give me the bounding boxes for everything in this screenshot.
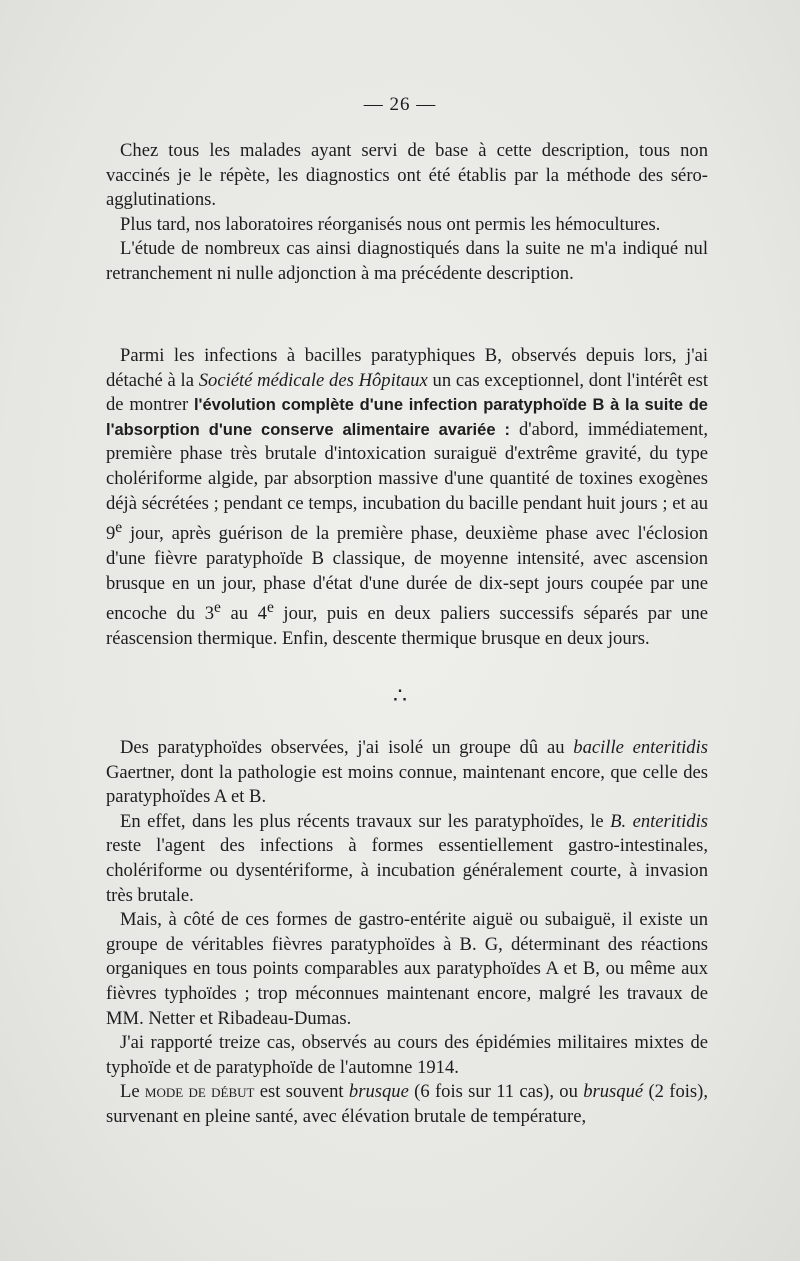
- paragraph: Mais, à côté de ces formes de gastro-entérite aiguë ou subaiguë, il existe un groupe de véritables fièvres paratyphoïdes à B. G, déterminant des réactions organiques en tous points comparables aux paratyphoïdes A et B, ou même aux fièvres typhoïdes ; trop méconnues maintenant encore, malgré les travaux de MM. Netter et Ribadeau-Dumas.: [106, 909, 708, 1029]
- paragraph: En effet, dans les plus récents travaux sur les paratyphoïdes, le B. enteritidis reste l'agent des infections à formes essentiellement gastro-intestinales, cholériforme ou dysentériforme, à incubation généralement courte, à invasion très brutale.: [106, 810, 708, 906]
- paragraph: Parmi les infections à bacilles paratyphiques B, observés depuis lors, j'ai détaché à la Société médicale des Hôpitaux un cas exceptionnel, dont l'intérêt est de montrer l'évolution complète d'une infection paratyphoïde B à la suite de l'absorption d'une conserve alimentaire avariée : d'abord, immédiatement, première phase très brutale d'intoxication suraiguë d'extrême gravité, du type cholériforme algide, par absorption massive d'une quantité de toxines exogènes déjà sécrétées ; pendant ce temps, incubation du bacille pendant huit jours ; et au 9e jour, après guérison de la première phase, deuxième phase avec l'éclosion d'une fièvre paratyphoïde B classique, de moyenne intensité, avec ascension brusque en un jour, phase d'état d'une durée de dix-sept jours coupée par une encoche du 3e au 4e jour, puis en deux paliers successifs séparés par une réascension thermique. Enfin, descente thermique brusque en deux jours.: [106, 345, 709, 649]
- italic-text: brusqué: [583, 1081, 644, 1103]
- italic-text: brusque: [348, 1081, 409, 1103]
- paragraph: Des paratyphoïdes observées, j'ai isolé un groupe dû au bacille enteritidis Gaertner, dont la pathologie est moins connue, maintenant encore, que celle des paratyphoïdes A et B.: [106, 737, 709, 808]
- italic-text: bacille enteritidis: [573, 737, 709, 758]
- text-block-enteritidis: [106, 736, 708, 1130]
- section-separator: ∴: [393, 683, 407, 708]
- bold-text: l'évolution complète d'une infection paratyphoïde B à la suite de l'absorption d'une conserve alimentaire avariée :: [106, 396, 708, 439]
- paragraph: Chez tous les malades ayant servi de base à cette description, tous non vaccinés je le répète, les diagnostics ont été établis par la méthode des séro-agglutinations.: [106, 140, 708, 211]
- paragraph: Le mode de début est souvent brusque (6 fois sur 11 cas), ou brusqué (2 fois), survenant en pleine santé, avec élévation brutale de température,: [106, 1081, 708, 1127]
- text-block-intro: [106, 139, 708, 287]
- small-caps-text: mode de début: [144, 1081, 255, 1103]
- italic-text: B. enteritidis: [610, 810, 708, 832]
- paragraph: L'étude de nombreux cas ainsi diagnostiqués dans la suite ne m'a indiqué nul retranchement ni nulle adjonction à ma précédente description.: [106, 238, 708, 284]
- text-block-case: [106, 344, 708, 652]
- paragraph: Plus tard, nos laboratoires réorganisés nous ont permis les hémocultures.: [120, 213, 661, 235]
- italic-text: Société médicale des Hôpitaux: [198, 369, 428, 391]
- paragraph: J'ai rapporté treize cas, observés au cours des épidémies militaires mixtes de typhoïde et de paratyphoïde de l'automne 1914.: [106, 1032, 708, 1078]
- page-number: — 26 —: [363, 94, 437, 115]
